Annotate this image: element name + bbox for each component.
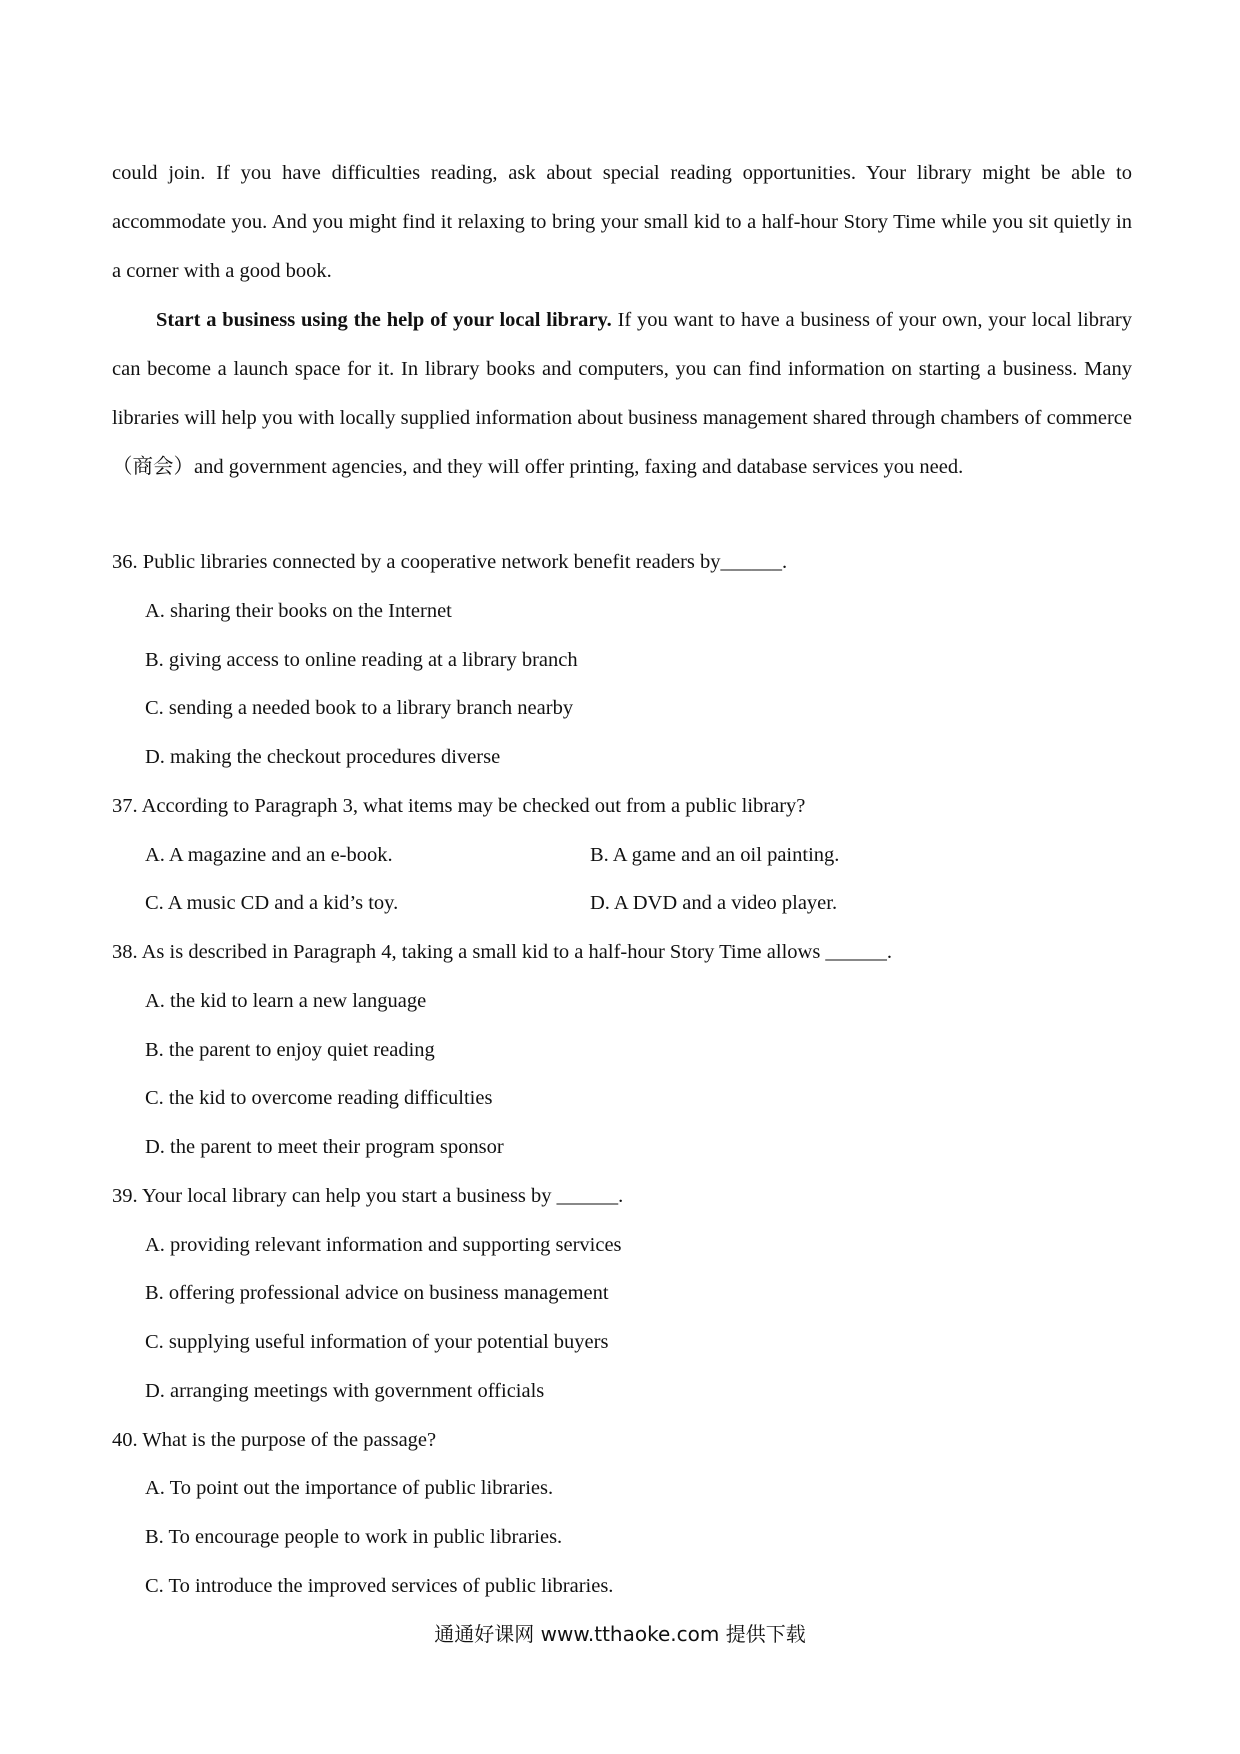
question-37-option-a: A. A magazine and an e-book.: [145, 844, 393, 866]
question-36-option-d: D. making the checkout procedures diverse: [145, 746, 501, 768]
question-37-option-c: C. A music CD and a kid’s toy.: [145, 892, 399, 914]
page-footer: 通通好课网 www.tthaoke.com 提供下载: [434, 1622, 806, 1646]
question-37-option-d: D. A DVD and a video player.: [590, 892, 838, 914]
question-38-option-b: B. the parent to enjoy quiet reading: [145, 1039, 435, 1061]
paragraph-heading: Start a business using the help of your local library.: [156, 309, 612, 331]
paragraph-body: If you want to have a business of your own, your local library can become a launch space for it. In library books and computers, you can find information on starting a business. Many libraries will help you with locally supplied information about business management shared through chambers of commerce（商会）and government agencies, and they will offer printing, faxing and database services you need.: [112, 309, 1132, 478]
question-37-stem: 37. According to Paragraph 3, what items may be checked out from a public library?: [112, 795, 806, 817]
question-38-stem: 38. As is described in Paragraph 4, taking a small kid to a half-hour Story Time allows ______.: [112, 941, 893, 963]
question-37-option-b: B. A game and an oil painting.: [590, 844, 840, 866]
question-38-option-c: C. the kid to overcome reading difficulties: [145, 1087, 493, 1109]
question-40-stem: 40. What is the purpose of the passage?: [112, 1429, 437, 1451]
question-39-option-a: A. providing relevant information and supporting services: [145, 1234, 622, 1256]
question-36-stem: 36. Public libraries connected by a cooperative network benefit readers by______.: [112, 551, 788, 573]
question-39-option-b: B. offering professional advice on business management: [145, 1282, 609, 1304]
question-39-stem: 39. Your local library can help you start a business by ______.: [112, 1185, 624, 1207]
passage-paragraph-5: [112, 296, 1132, 492]
passage-paragraph-4-continued: could join. If you have difficulties reading, ask about special reading opportunities. Your library might be able to accommodate you. And you might find it relaxing to bring your small kid to a half-hour Story Time while you sit quietly in a corner with a good book.: [112, 162, 1132, 282]
question-40-option-b: B. To encourage people to work in public libraries.: [145, 1526, 563, 1548]
question-39-option-d: D. arranging meetings with government officials: [145, 1380, 545, 1402]
question-40-option-a: A. To point out the importance of public libraries.: [145, 1477, 554, 1499]
question-38-option-d: D. the parent to meet their program sponsor: [145, 1136, 504, 1158]
question-40-option-c: C. To introduce the improved services of public libraries.: [145, 1575, 614, 1597]
question-36-option-b: B. giving access to online reading at a library branch: [145, 649, 578, 671]
question-36-option-a: A. sharing their books on the Internet: [145, 600, 452, 622]
question-39-option-c: C. supplying useful information of your potential buyers: [145, 1331, 609, 1353]
question-38-option-a: A. the kid to learn a new language: [145, 990, 427, 1012]
question-36-option-c: C. sending a needed book to a library branch nearby: [145, 697, 574, 719]
